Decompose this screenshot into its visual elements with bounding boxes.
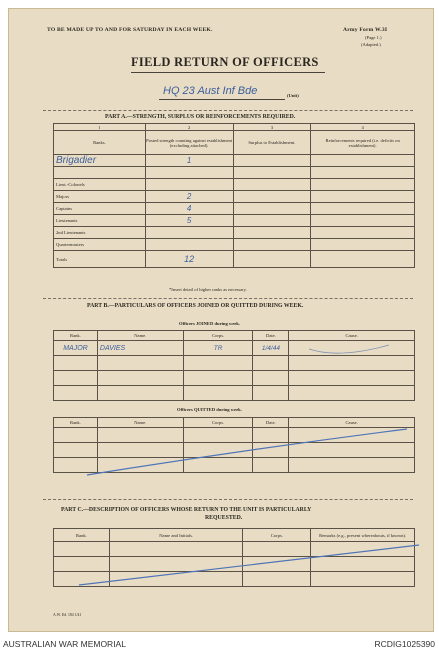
rank-cell: Majors: [54, 191, 146, 203]
col-rank: Rank.: [54, 418, 98, 428]
army-form-number: Army Form W.3I: [343, 27, 388, 33]
part-a-footnote: *Insert detail of higher ranks as necessary.: [169, 287, 247, 292]
col-header-surplus: Surplus to Establishment.: [233, 131, 311, 155]
col-header-strength: Posted strength counting against establishment (excluding attached).: [145, 131, 233, 155]
rank-cell: 2nd Lieutenants: [54, 227, 146, 239]
col-name-initials: Name and Initials.: [109, 529, 243, 542]
col-corps: Corps.: [243, 529, 311, 542]
joined-rank: MAJOR: [54, 341, 98, 356]
page-number: (Page 1.): [365, 35, 382, 40]
col-number-3: 3: [233, 124, 311, 131]
rank-cell: Brigadier: [54, 155, 146, 167]
col-date: Date.: [253, 418, 289, 428]
col-name: Name.: [97, 331, 183, 341]
rank-cell: Captains: [54, 203, 146, 215]
col-number-4: 4: [311, 124, 415, 131]
strength-cell: 4: [145, 203, 233, 215]
joined-corps: TR: [183, 341, 253, 356]
archive-name: AUSTRALIAN WAR MEMORIAL: [3, 639, 126, 649]
part-c-cancel-stroke: [79, 545, 419, 585]
part-c-heading-line1: PART C.—DESCRIPTION OF OFFICERS WHOSE RETURN TO THE UNIT IS PARTICULARLY: [61, 507, 312, 513]
pen-strokes: [9, 9, 433, 631]
rank-cell: Quartermasters: [54, 239, 146, 251]
archive-id: RCDIG1025390: [374, 639, 435, 649]
col-rank: Rank.: [54, 529, 110, 542]
col-cause: Cause.: [289, 331, 415, 341]
col-name: Name.: [97, 418, 183, 428]
joined-date: 1/4/44: [253, 341, 289, 356]
strength-cell: 5: [145, 215, 233, 227]
col-corps: Corps.: [183, 331, 253, 341]
unit-label: (Unit): [287, 93, 299, 98]
col-header-reinforcements: Reinforcements required (i.e. deficits on establishment).: [311, 131, 415, 155]
unit-handwriting: HQ 23 Aust Inf Bde: [163, 85, 258, 97]
strength-cell: 2: [145, 191, 233, 203]
col-cause: Cause.: [289, 418, 415, 428]
print-code: A.W. Ed. 184 1/41: [53, 613, 82, 617]
col-date: Date.: [253, 331, 289, 341]
archive-footer: [0, 634, 439, 653]
totals-label: Totals: [54, 251, 146, 268]
quitted-title: Officers QUITTED during week.: [177, 407, 242, 412]
joined-name: DAVIES: [97, 341, 183, 356]
part-a-heading: PART A.—STRENGTH, SURPLUS OR REINFORCEMENTS REQUIRED.: [105, 114, 296, 120]
rank-cell: Lieut.-Colonels: [54, 179, 146, 191]
rank-cell: Lieutenants: [54, 215, 146, 227]
strength-cell: 1: [145, 155, 233, 167]
totals-value: 12: [145, 251, 233, 268]
part-b-heading: PART B.—PARTICULARS OF OFFICERS JOINED OR QUITTED DURING WEEK.: [87, 303, 304, 309]
form-instruction: TO BE MADE UP TO AND FOR SATURDAY IN EACH WEEK.: [47, 27, 213, 33]
col-header-ranks: Ranks.: [54, 131, 146, 155]
col-number-2: 2: [145, 124, 233, 131]
faint-cause-scribble: [309, 345, 389, 353]
col-corps: Corps.: [183, 418, 253, 428]
col-remarks: Remarks (e.g., present whereabouts, if known).: [311, 529, 415, 542]
part-c-heading-line2: REQUESTED.: [205, 515, 243, 521]
form-page: [8, 8, 434, 632]
form-title: FIELD RETURN OF OFFICERS: [131, 55, 319, 69]
col-rank: Rank.: [54, 331, 98, 341]
col-number-1: 1: [54, 124, 146, 131]
adapted-note: (Adapted.): [361, 42, 381, 47]
joined-title: Officers JOINED during week.: [179, 321, 240, 326]
quitted-cancel-stroke: [87, 429, 407, 475]
